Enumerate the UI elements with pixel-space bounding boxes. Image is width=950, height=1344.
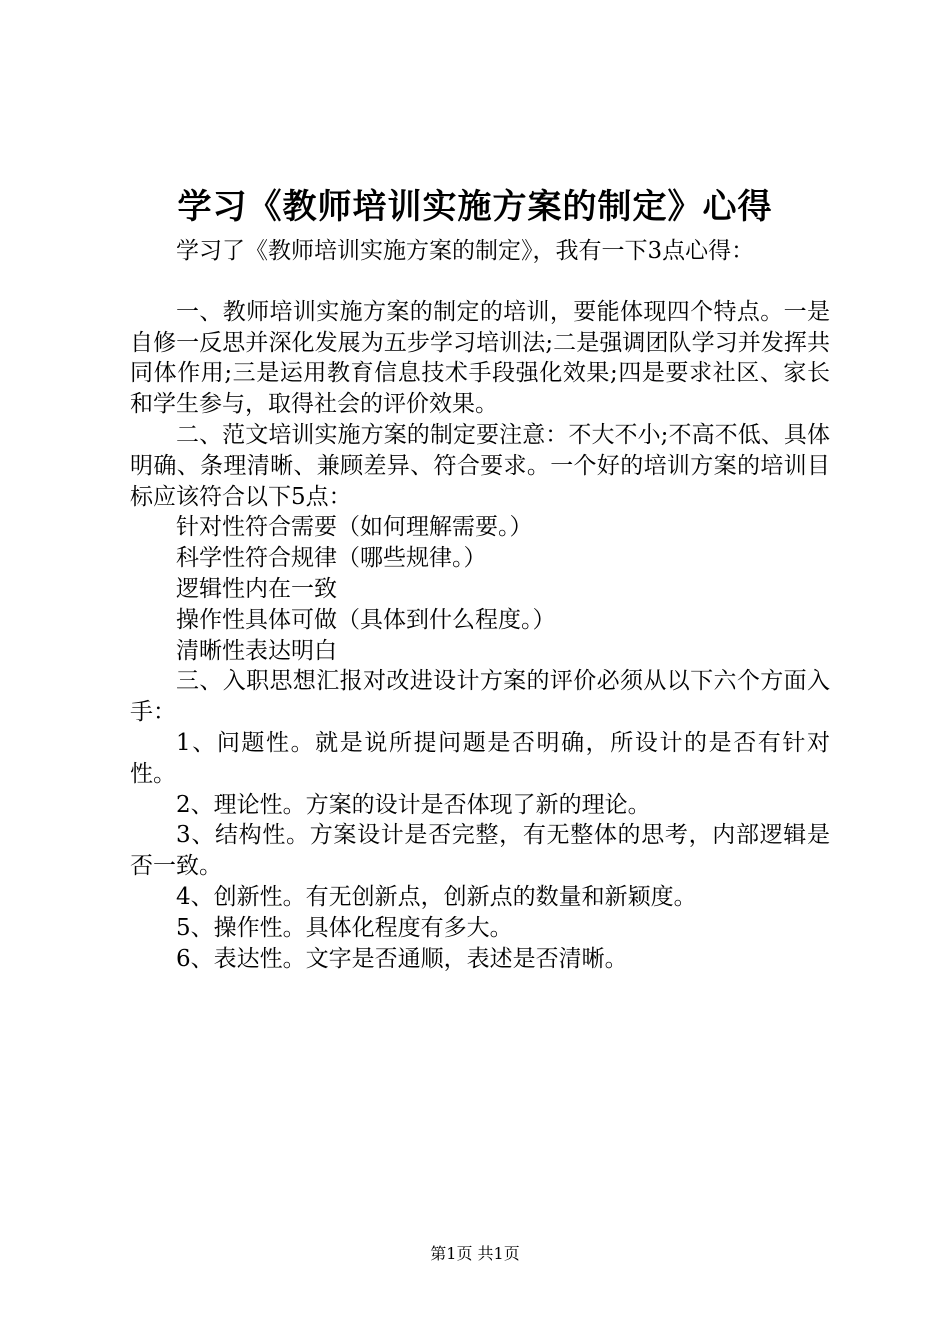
- list-item: 针对性符合需要（如何理解需要。）: [176, 514, 533, 541]
- list-item: 2、理论性。方案的设计是否体现了新的理论。: [176, 791, 651, 818]
- list-item: 3、结构性。方案设计是否完整，有无整体的思考，内部逻辑是否一致。: [130, 822, 830, 880]
- list-item: 科学性符合规律（哪些规律。）: [176, 545, 487, 572]
- list-item: 操作性具体可做（具体到什么程度。）: [176, 606, 556, 633]
- list-item: 清晰性表达明白: [176, 637, 337, 664]
- document-title: 学习《教师培训实施方案的制定》心得: [177, 187, 773, 227]
- list-item: 6、表达性。文字是否通顺，表述是否清晰。: [176, 945, 628, 972]
- list-item: 5、操作性。具体化程度有多大。: [176, 914, 513, 941]
- list-item: 1、问题性。就是说所提问题是否明确，所设计的是否有针对性。: [130, 729, 830, 787]
- section-two-paragraph: 二、范文培训实施方案的制定要注意：不大不小;不高不低、具体明确、条理清晰、兼顾差异、符合要求。一个好的培训方案的培训目标应该符合以下5点：: [130, 421, 830, 510]
- intro-paragraph: 学习了《教师培训实施方案的制定》，我有一下3点心得：: [176, 238, 755, 264]
- section-one-paragraph: 一、教师培训实施方案的制定的培训，要能体现四个特点。一是自修一反思并深化发展为五步学习培训法;二是强调团队学习并发挥共同体作用;三是运用教育信息技术手段强化效果;四是要求社区、家长和学生参与，取得社会的评价效果。: [130, 298, 830, 418]
- page-number-footer: 第1页 共1页: [430, 1244, 520, 1263]
- section-three-paragraph: 三、入职思想汇报对改进设计方案的评价必须从以下六个方面入手：: [130, 668, 830, 726]
- list-item: 逻辑性内在一致: [176, 575, 337, 602]
- document-body: [130, 236, 830, 974]
- list-item: 4、创新性。有无创新点，创新点的数量和新颖度。: [176, 883, 697, 910]
